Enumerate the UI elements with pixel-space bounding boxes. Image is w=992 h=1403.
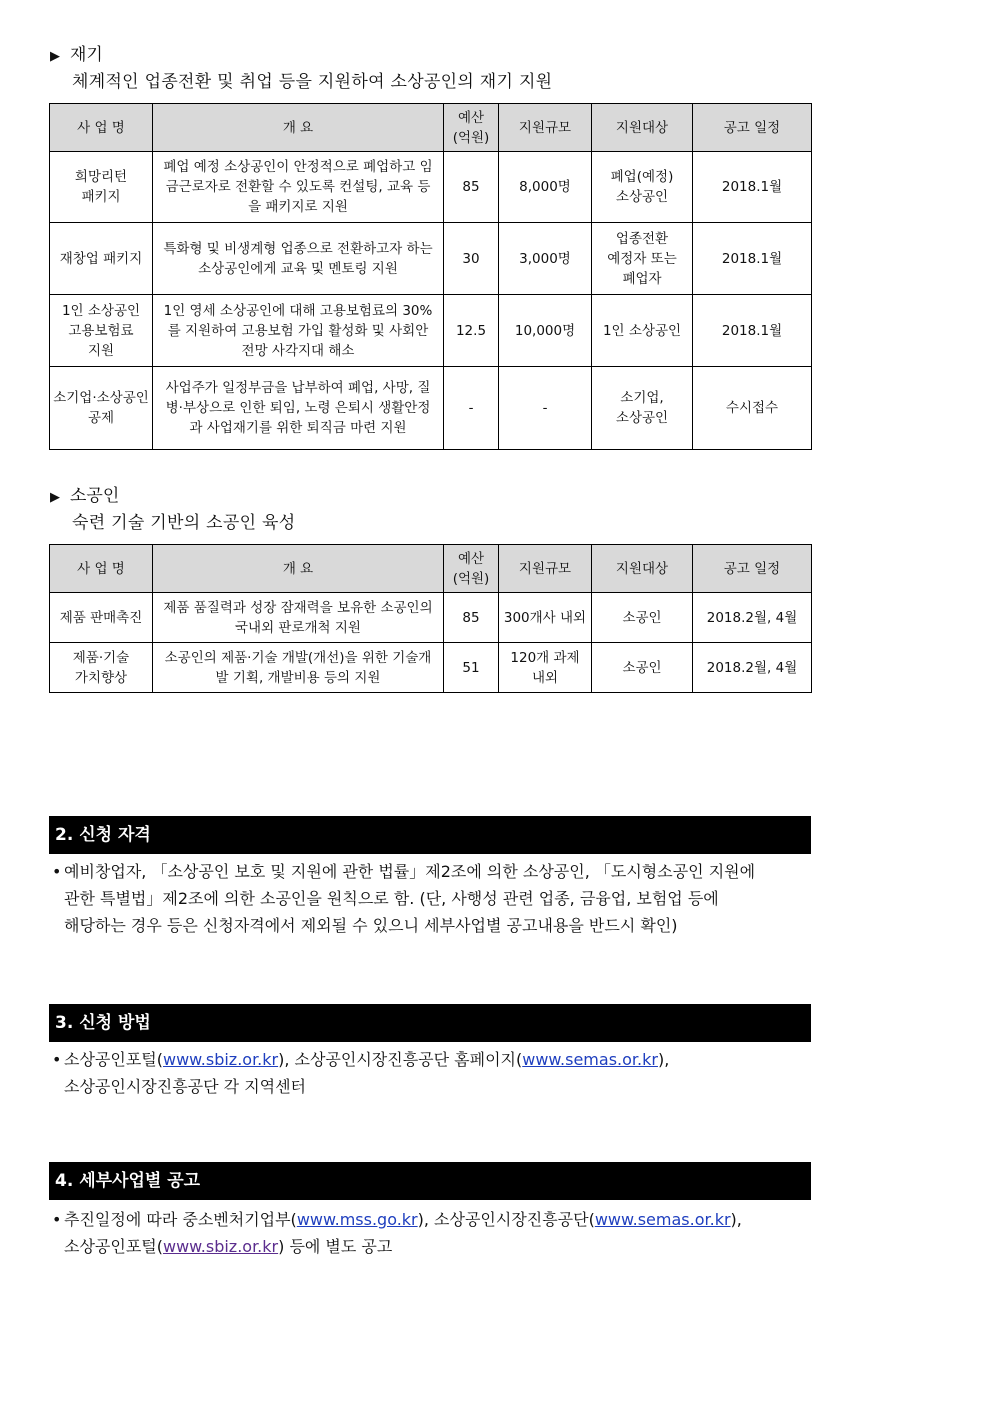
cell-scale: 8,000명 — [499, 152, 592, 223]
mss-link[interactable]: www.mss.go.kr — [296, 1210, 418, 1229]
cell-budget: 12.5 — [444, 295, 499, 367]
cell-date: 2018.2월, 4월 — [693, 593, 812, 643]
sbiz-link[interactable]: www.sbiz.or.kr — [162, 1050, 279, 1069]
cell-budget: 51 — [444, 643, 499, 693]
section-2-title-bar: 2. 신청 자격 — [49, 816, 811, 854]
section-4-body: • 추진일정에 따라 중소벤처기업부(www.mss.go.kr), 소상공인시장진흥공단(www.semas.or.kr), 소상공인포털(www.sbiz.or.kr) 등에 별도 공고 — [52, 1206, 812, 1260]
header-name: 사 업 명 — [50, 545, 153, 593]
cell-date: 수시접수 — [693, 367, 812, 450]
section-heading-jaegi: ▶ 재기 — [50, 45, 103, 65]
cell-name: 희망리턴 패키지 — [50, 152, 153, 223]
header-scale: 지원규모 — [499, 104, 592, 152]
header-summary: 개 요 — [153, 104, 444, 152]
table-row — [50, 643, 812, 693]
semas-link[interactable]: www.semas.or.kr — [594, 1210, 731, 1229]
cell-summary: 특화형 및 비생계형 업종으로 전환하고자 하는 소상공인에게 교육 및 멘토링 지원 — [153, 223, 444, 295]
cell-target: 소기업, 소상공인 — [592, 367, 693, 450]
table-row — [50, 593, 812, 643]
header-budget: 예산 (억원) — [444, 545, 499, 593]
table-row — [50, 152, 812, 223]
cell-summary: 1인 영세 소상공인에 대해 고용보험료의 30%를 지원하여 고용보험 가입 활성화 및 사회안전망 사각지대 해소 — [153, 295, 444, 367]
table-header-row — [50, 104, 812, 152]
header-date: 공고 일정 — [693, 104, 812, 152]
cell-summary: 사업주가 일정부금을 납부하여 폐업, 사망, 질병·부상으로 인한 퇴임, 노령 은퇴시 생활안정과 사업재기를 위한 퇴직금 마련 지원 — [153, 367, 444, 450]
cell-target: 소공인 — [592, 593, 693, 643]
section-2-line-3: 해당하는 경우 등은 신청자격에서 제외될 수 있으니 세부사업별 공고내용을 반드시 확인) — [64, 916, 678, 935]
table-row — [50, 295, 812, 367]
cell-name: 1인 소상공인 고용보험료 지원 — [50, 295, 153, 367]
header-summary: 개 요 — [153, 545, 444, 593]
cell-summary: 소공인의 제품·기술 개발(개선)을 위한 기술개발 기획, 개발비용 등의 지원 — [153, 643, 444, 693]
bullet-dot-icon: • — [52, 1210, 62, 1229]
cell-scale: 10,000명 — [499, 295, 592, 367]
cell-summary: 폐업 예정 소상공인이 안정적으로 폐업하고 임금근로자로 전환할 수 있도록 컨설팅, 교육 등을 패키지로 지원 — [153, 152, 444, 223]
section-4-line-2: 소상공인포털(www.sbiz.or.kr) 등에 별도 공고 — [64, 1237, 393, 1256]
cell-target: 폐업(예정) 소상공인 — [592, 152, 693, 223]
semas-link[interactable]: www.semas.or.kr — [522, 1050, 658, 1069]
header-name: 사 업 명 — [50, 104, 153, 152]
cell-budget: 85 — [444, 152, 499, 223]
section-2-body — [52, 858, 812, 939]
triangle-bullet-icon: ▶ — [50, 490, 60, 505]
section-4-title-bar: 4. 세부사업별 공고 — [49, 1162, 811, 1200]
sogongin-table — [49, 544, 812, 693]
cell-target: 1인 소상공인 — [592, 295, 693, 367]
section-subtitle-sogongin: 숙련 기술 기반의 소공인 육성 — [72, 513, 296, 533]
cell-budget: - — [444, 367, 499, 450]
bullet-dot-icon: • — [52, 862, 62, 881]
table-row — [50, 223, 812, 295]
cell-date: 2018.2월, 4월 — [693, 643, 812, 693]
cell-name: 소기업·소상공인 공제 — [50, 367, 153, 450]
cell-budget: 85 — [444, 593, 499, 643]
section-subtitle-jaegi: 체계적인 업종전환 및 취업 등을 지원하여 소상공인의 재기 지원 — [72, 72, 553, 92]
header-date: 공고 일정 — [693, 545, 812, 593]
cell-name: 재창업 패키지 — [50, 223, 153, 295]
header-target: 지원대상 — [592, 545, 693, 593]
triangle-bullet-icon: ▶ — [50, 49, 60, 64]
cell-summary: 제품 품질력과 성장 잠재력을 보유한 소공인의 국내외 판로개척 지원 — [153, 593, 444, 643]
section-3-title-bar: 3. 신청 방법 — [49, 1004, 811, 1042]
section-heading-sogongin: ▶ 소공인 — [50, 486, 120, 506]
section-2-line-1: 예비창업자, 「소상공인 보호 및 지원에 관한 법률」제2조에 의한 소상공인, 「도시형소공인 지원에 — [64, 862, 756, 881]
cell-name: 제품 판매촉진 — [50, 593, 153, 643]
section-2-line-2: 관한 특별법」제2조에 의한 소공인을 원칙으로 함. (단, 사행성 관련 업종, 금융업, 보험업 등에 — [64, 889, 719, 908]
jaegi-table — [49, 103, 812, 450]
cell-target: 소공인 — [592, 643, 693, 693]
cell-budget: 30 — [444, 223, 499, 295]
cell-target: 업종전환 예정자 또는 폐업자 — [592, 223, 693, 295]
header-scale: 지원규모 — [499, 545, 592, 593]
cell-name: 제품·기술 가치향상 — [50, 643, 153, 693]
cell-date: 2018.1월 — [693, 295, 812, 367]
table-row — [50, 367, 812, 450]
section-3-body: • 소상공인포털(www.sbiz.or.kr), 소상공인시장진흥공단 홈페이지(www.semas.or.kr), 소상공인시장진흥공단 각 지역센터 — [52, 1046, 812, 1100]
table-header-row — [50, 545, 812, 593]
bullet-dot-icon: • — [52, 1050, 62, 1069]
header-budget: 예산 (억원) — [444, 104, 499, 152]
cell-scale: - — [499, 367, 592, 450]
header-target: 지원대상 — [592, 104, 693, 152]
cell-scale: 120개 과제 내외 — [499, 643, 592, 693]
section-3-line-2: 소상공인시장진흥공단 각 지역센터 — [64, 1077, 307, 1096]
cell-date: 2018.1월 — [693, 223, 812, 295]
cell-scale: 300개사 내외 — [499, 593, 592, 643]
sbiz-link[interactable]: www.sbiz.or.kr — [162, 1237, 279, 1256]
cell-scale: 3,000명 — [499, 223, 592, 295]
cell-date: 2018.1월 — [693, 152, 812, 223]
